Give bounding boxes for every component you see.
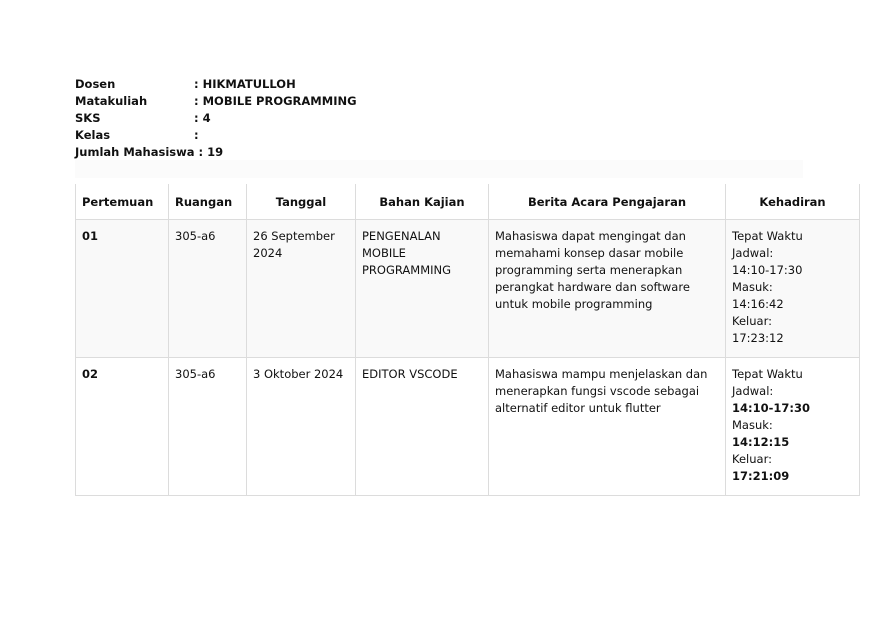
cell-tanggal: 26 September 2024: [247, 220, 356, 358]
cell-pertemuan: 02: [76, 358, 169, 496]
table-row: [76, 358, 860, 496]
cell-tanggal: 3 Oktober 2024: [247, 358, 356, 496]
header-bahan-kajian: Bahan Kajian: [356, 184, 489, 220]
cell-ruangan: 305-a6: [169, 220, 247, 358]
matakuliah-label: Matakuliah: [75, 94, 148, 108]
kelas-label: Kelas: [75, 128, 111, 142]
masuk-label: Masuk:: [732, 280, 773, 294]
attendance-table: [75, 184, 860, 496]
cell-berita-acara: Mahasiswa dapat mengingat dan memahami konsep dasar mobile programming serta menerapkan perangkat hardware dan software untuk mobile programming: [489, 220, 726, 358]
cell-kehadiran: [726, 220, 860, 358]
header-ruangan: Ruangan: [169, 184, 247, 220]
matakuliah-value: : MOBILE PROGRAMMING: [194, 94, 357, 108]
info-row-kelas: [75, 127, 357, 144]
attendance-status: Tepat Waktu: [732, 229, 803, 243]
jadwal-label: Jadwal:: [732, 246, 774, 260]
cell-kehadiran: [726, 358, 860, 496]
cell-bahan-kajian: PENGENALAN MOBILE PROGRAMMING: [356, 220, 489, 358]
masuk-value: 14:16:42: [732, 297, 784, 311]
info-row-sks: [75, 110, 357, 127]
keluar-label: Keluar:: [732, 314, 772, 328]
attendance-status: Tepat Waktu: [732, 367, 803, 381]
keluar-value: 17:21:09: [732, 469, 790, 483]
cell-pertemuan: 01: [76, 220, 169, 358]
keluar-label: Keluar:: [732, 452, 772, 466]
header-pertemuan: Pertemuan: [76, 184, 169, 220]
jadwal-value: 14:10-17:30: [732, 401, 810, 415]
info-row-jumlah: [75, 144, 357, 161]
masuk-value: 14:12:15: [732, 435, 790, 449]
info-row-dosen: [75, 76, 357, 93]
jadwal-label: Jadwal:: [732, 384, 774, 398]
header-tanggal: Tanggal: [247, 184, 356, 220]
dosen-value: : HIKMATULLOH: [194, 77, 296, 91]
jadwal-value: 14:10-17:30: [732, 263, 803, 277]
masuk-label: Masuk:: [732, 418, 773, 432]
header-kehadiran: Kehadiran: [726, 184, 860, 220]
sks-label: SKS: [75, 111, 101, 125]
kelas-value: :: [194, 128, 199, 142]
header-berita-acara: Berita Acara Pengajaran: [489, 184, 726, 220]
course-info: [75, 76, 357, 161]
sks-value: : 4: [194, 111, 211, 125]
jumlah-label: Jumlah Mahasiswa: [75, 145, 195, 159]
cell-berita-acara: Mahasiswa mampu menjelaskan dan menerapkan fungsi vscode sebagai alternatif editor untuk flutter: [489, 358, 726, 496]
dosen-label: Dosen: [75, 77, 116, 91]
keluar-value: 17:23:12: [732, 331, 784, 345]
spacer-band: [75, 160, 803, 178]
table-row: [76, 220, 860, 358]
cell-bahan-kajian: EDITOR VSCODE: [356, 358, 489, 496]
jumlah-value: : 19: [198, 145, 224, 159]
info-row-matakuliah: [75, 93, 357, 110]
table-header-row: [76, 184, 860, 220]
cell-ruangan: 305-a6: [169, 358, 247, 496]
